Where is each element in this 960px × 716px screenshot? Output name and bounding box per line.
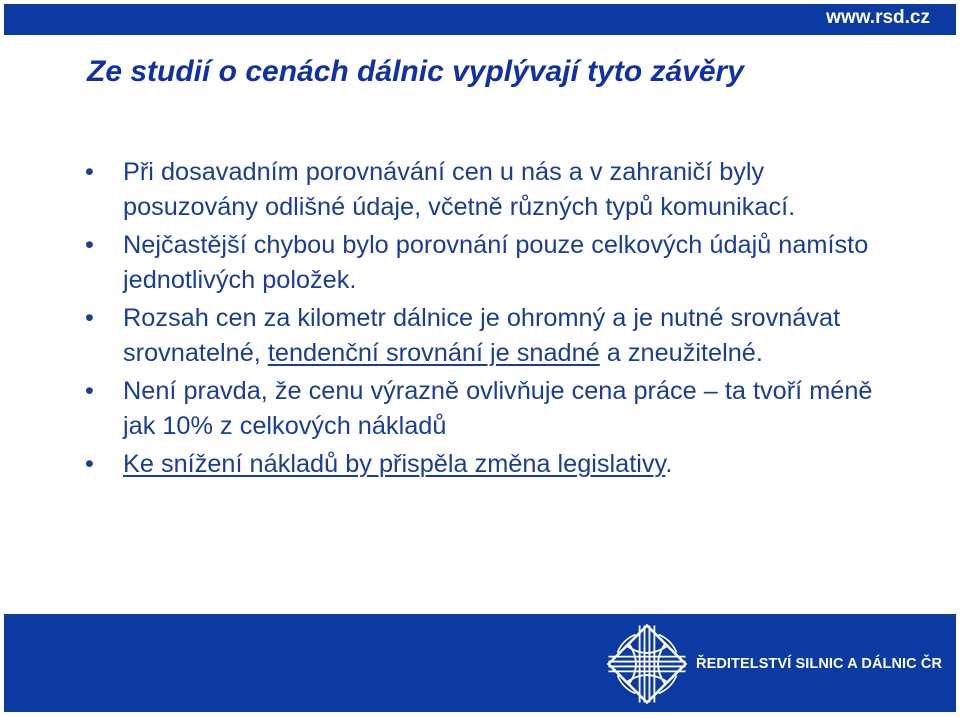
- bullet-item-1: [84, 155, 899, 225]
- bullet-dot-icon: •: [85, 377, 94, 405]
- bullet-item-3: [84, 301, 899, 371]
- bullet-item-5: [84, 447, 899, 482]
- bullet-text: Při dosavadním porovnávání cen u nás a v zahraničí byly posuzovány odlišné údaje, včetně různých typů komunikací.: [123, 158, 796, 221]
- bullet-text-tail: .: [665, 450, 673, 478]
- bullet-list: [84, 155, 899, 485]
- highway-interchange-icon: [606, 623, 688, 705]
- top-bar: [4, 4, 956, 35]
- slide-title: Ze studií o cenách dálnic vyplývají tyto závěry: [87, 55, 744, 88]
- bullet-text-tail: a zneužitelné.: [599, 339, 763, 367]
- bullet-item-4: [84, 374, 899, 444]
- bullet-dot-icon: •: [85, 158, 94, 186]
- bullet-text-underlined: Ke snížení nákladů by přispěla změna legislativy: [123, 450, 666, 478]
- site-url[interactable]: www.rsd.cz: [826, 7, 930, 28]
- bullet-text: Rozsah cen za kilometr dálnice je ohromný a je nutné srovnávat srovnatelné,: [123, 304, 841, 367]
- bullet-text: Nejčastější chybou bylo porovnání pouze celkových údajů namísto jednotlivých položek.: [123, 231, 869, 294]
- bullet-text-underlined: tendenční srovnání je snadné: [267, 339, 600, 367]
- bullet-item-2: [84, 228, 899, 298]
- bullet-text: Není pravda, že cenu výrazně ovlivňuje cena práce – ta tvoří méně jak 10% z celkových nákladů: [123, 377, 873, 440]
- bullet-dot-icon: •: [85, 450, 94, 478]
- organization-name: ŘEDITELSTVÍ SILNIC A DÁLNIC ČR: [696, 656, 943, 672]
- bullet-dot-icon: •: [85, 304, 94, 332]
- bullet-dot-icon: •: [85, 231, 94, 259]
